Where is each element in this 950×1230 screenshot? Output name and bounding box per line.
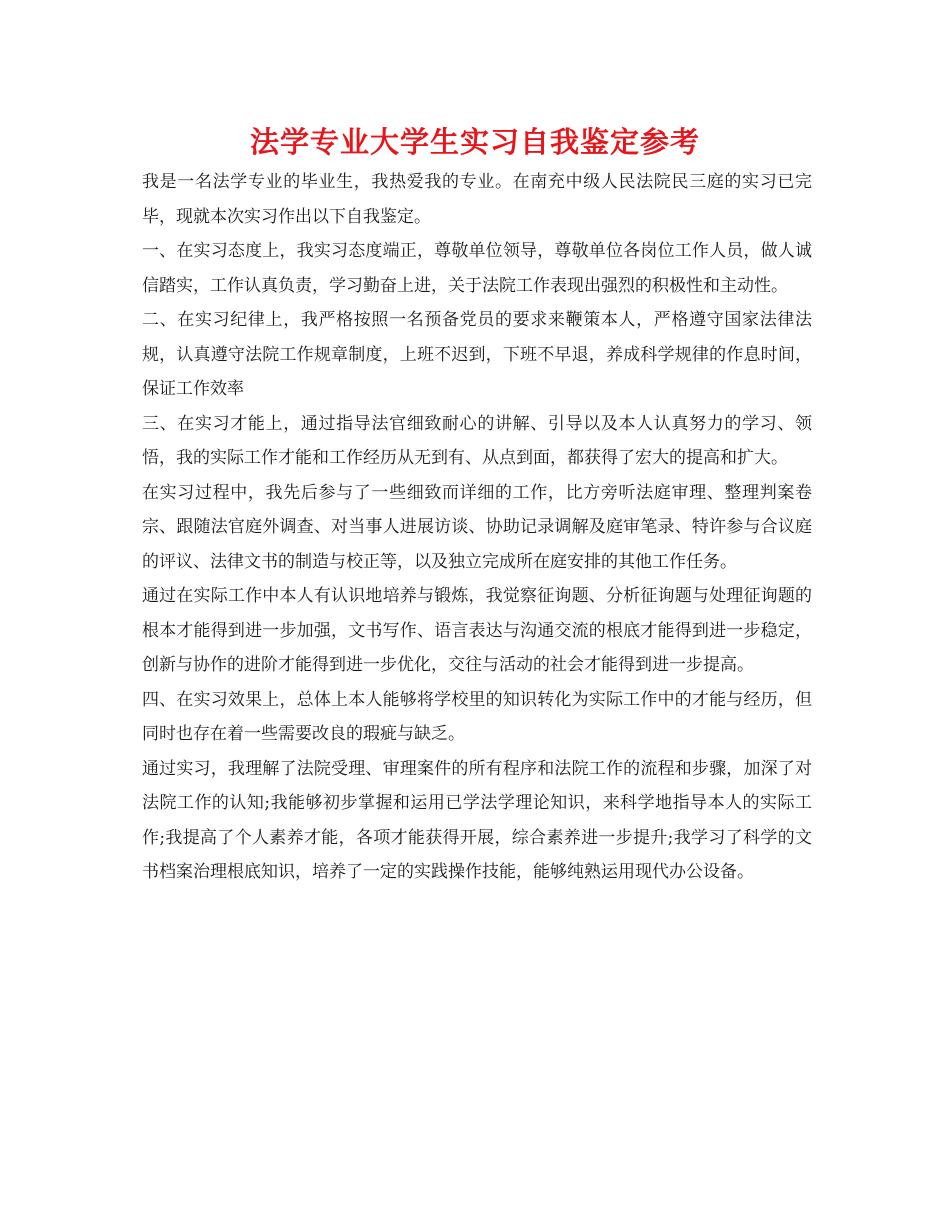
paragraph-intro: 我是一名法学专业的毕业生，我热爱我的专业。在南充中级人民法院民三庭的实习已完毕，现就本次实习作出以下自我鉴定。 bbox=[142, 172, 812, 227]
paragraph-process: 在实习过程中，我先后参与了一些细致而详细的工作，比方旁听法庭审理、整理判案卷宗、跟随法官庭外调查、对当事人进展访谈、协助记录调解及庭审笔录、特许参与合议庭的评议、法律文书的制造与校正等，以及独立完成所在庭安排的其他工作任务。 bbox=[142, 482, 812, 572]
paragraph-effect: 四、在实习效果上，总体上本人能够将学校里的知识转化为实际工作中的才能与经历，但同时也存在着一些需要改良的瑕疵与缺乏。 bbox=[142, 689, 812, 744]
paragraph-training: 通过在实际工作中本人有认识地培养与锻炼，我觉察征询题、分析征询题与处理征询题的根本才能得到进一步加强，文书写作、语言表达与沟通交流的根底才能得到进一步稳定，创新与协作的进阶才能得到进一步优化，交往与活动的社会才能得到进一步提高。 bbox=[142, 586, 812, 675]
document-title: 法学专业大学生实习自我鉴定参考 bbox=[249, 125, 700, 159]
paragraph-ability: 三、在实习才能上，通过指导法官细致耐心的讲解、引导以及本人认真努力的学习、领悟，我的实际工作才能和工作经历从无到有、从点到面，都获得了宏大的提高和扩大。 bbox=[142, 413, 812, 468]
paragraph-summary: 通过实习，我理解了法院受理、审理案件的所有程序和法院工作的流程和步骤，加深了对法院工作的认知;我能够初步掌握和运用已学法学理论知识，来科学地指导本人的实际工作;我提高了个人素养才能，各项才能获得开展，综合素养进一步提升;我学习了科学的文书档案治理根底知识，培养了一定的实践操作技能，能够纯熟运用现代办公设备。 bbox=[142, 758, 812, 882]
paragraph-attitude: 一、在实习态度上，我实习态度端正，尊敬单位领导，尊敬单位各岗位工作人员，做人诚信踏实，工作认真负责，学习勤奋上进，关于法院工作表现出强烈的积极性和主动性。 bbox=[142, 241, 812, 296]
document-body bbox=[142, 165, 812, 890]
paragraph-discipline: 二、在实习纪律上，我严格按照一名预备党员的要求来鞭策本人，严格遵守国家法律法规，认真遵守法院工作规章制度，上班不迟到，下班不早退，养成科学规律的作息时间，保证工作效率 bbox=[142, 310, 812, 399]
